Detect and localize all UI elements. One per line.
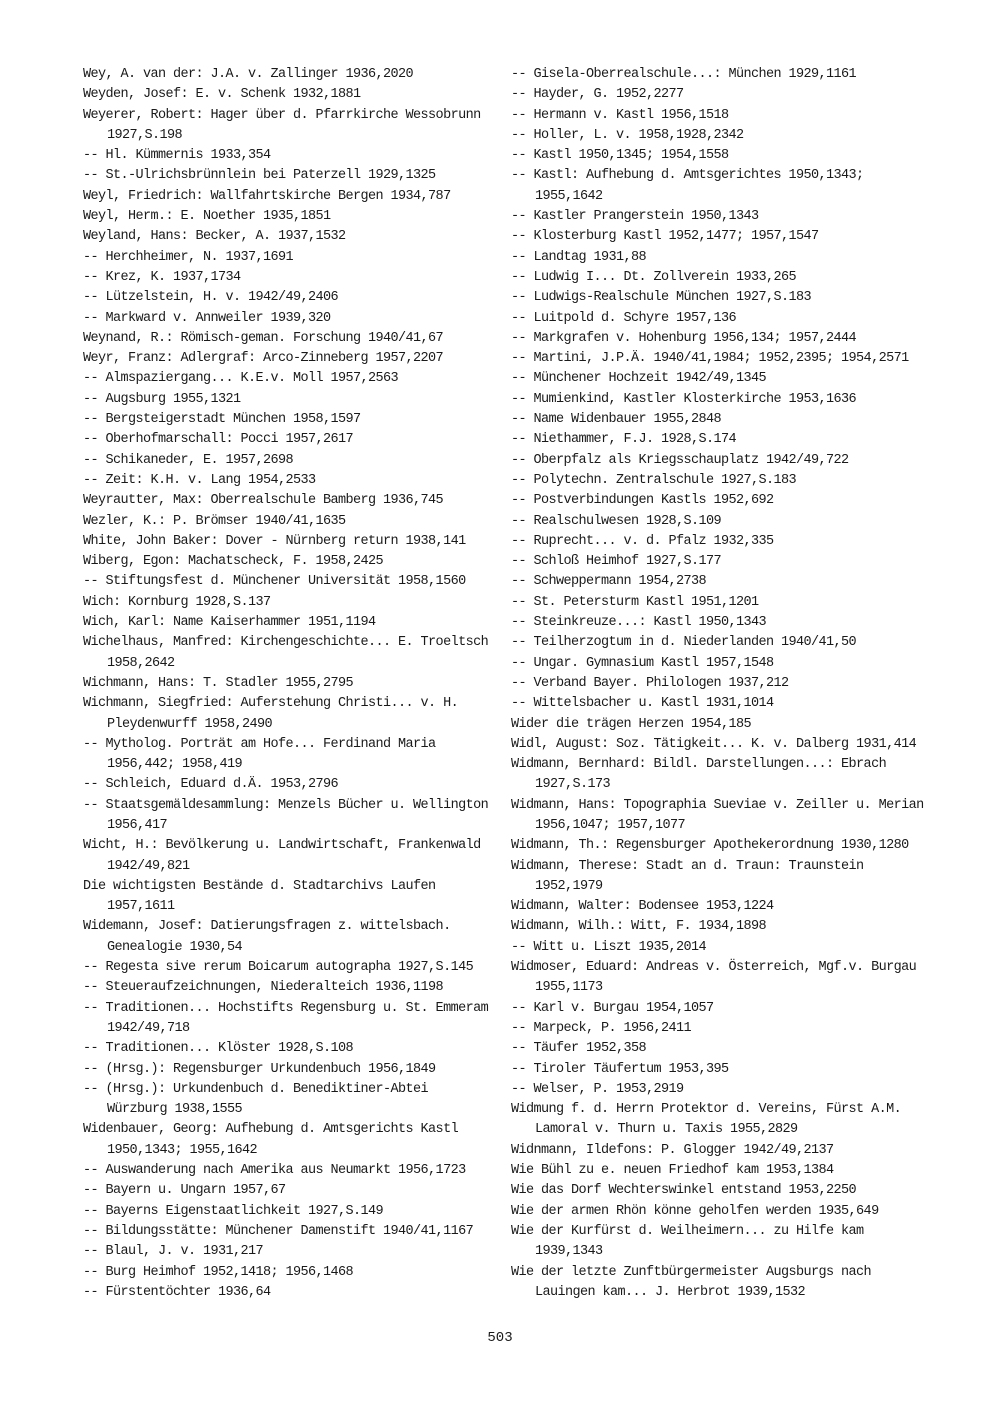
index-entry: -- Augsburg 1955,1321 [83,391,241,407]
index-entry: -- Hl. Kümmernis 1933,354 [83,148,271,164]
index-entry: Wichelhaus, Manfred: Kirchengeschichte... E. Troeltsch 1958,2642 [83,635,496,671]
index-entry: -- Ruprecht... v. d. Pfalz 1932,335 [511,533,774,549]
index-entry: Die wichtigsten Bestände d. Stadtarchivs Laufen 1957,1611 [83,878,444,915]
index-entry: -- Bayerns Eigenstaatlichkeit 1927,S.149 [83,1203,384,1219]
index-entry: Wie der Kurfürst d. Weilheimern... zu Hilfe kam 1939,1343 [511,1223,872,1260]
index-entry: -- Hayder, G. 1952,2277 [511,87,684,103]
index-column-left [83,65,496,1303]
index-entry: -- Oberpfalz als Kriegsschauplatz 1942/49,722 [511,452,849,468]
index-entry: -- Kastl: Aufhebung d. Amtsgerichtes 1950,1343; 1955,1642 [511,168,872,204]
index-entry: Weyl, Friedrich: Wallfahrtskirche Bergen 1934,787 [83,188,451,204]
index-entry: -- Markgrafen v. Hohenburg 1956,134; 1957,2444 [511,330,857,346]
index-entry: Widmann, Therese: Stadt an d. Traun: Traunstein 1952,1979 [511,858,872,894]
index-entry: Widemann, Josef: Datierungsfragen z. wittelsbach. Genealogie 1930,54 [83,919,459,955]
index-entry: Wider die trägen Herzen 1954,185 [511,716,752,732]
index-entry: Widmann, Th.: Regensburger Apothekerordnung 1930,1280 [511,838,909,854]
index-entry: -- Landtag 1931,88 [511,249,647,265]
index-entry: -- Tiroler Täufertum 1953,395 [511,1061,729,1077]
index-entry: Weyr, Franz: Adlergraf: Arco-Zinneberg 1957,2207 [83,351,444,367]
index-entry: -- Ludwigs-Realschule München 1927,S.183 [511,290,812,306]
index-entry: -- Ungar. Gymnasium Kastl 1957,1548 [511,655,774,671]
index-entry: -- St.-Ulrichsbrünnlein bei Paterzell 1929,1325 [83,168,436,184]
index-entry: -- Bergsteigerstadt München 1958,1597 [83,412,361,428]
index-entry: -- Niethammer, F.J. 1928,S.174 [511,432,737,448]
index-entry: -- Luitpold d. Schyre 1957,136 [511,310,737,326]
index-entry: -- Gisela-Oberrealschule...: München 1929,1161 [511,67,857,82]
index-entry: -- Steinkreuze...: Kastl 1950,1343 [511,615,767,631]
index-entry: -- Herchheimer, N. 1937,1691 [83,249,294,265]
index-entry: Weynand, R.: Römisch-geman. Forschung 1940/41,67 [83,330,444,346]
index-entry: -- Täufer 1952,358 [511,1041,647,1057]
index-entry: -- Mumienkind, Kastler Klosterkirche 1953,1636 [511,391,857,407]
index-entry: -- Teilherzogtum in d. Niederlanden 1940/41,50 [511,635,857,651]
index-entry: Widl, August: Soz. Tätigkeit... K. v. Dalberg 1931,414 [511,736,917,752]
index-entry: -- Holler, L. v. 1958,1928,2342 [511,127,744,143]
index-entry: Wie das Dorf Wechterswinkel entstand 1953,2250 [511,1183,857,1199]
index-entry: -- Münchener Hochzeit 1942/49,1345 [511,371,767,387]
index-entry: White, John Baker: Dover - Nürnberg return 1938,141 [83,533,466,549]
index-entry: Weyden, Josef: E. v. Schenk 1932,1881 [83,87,361,103]
index-entry: -- Oberhofmarschall: Pocci 1957,2617 [83,432,354,448]
index-entry: Weyland, Hans: Becker, A. 1937,1532 [83,229,346,245]
index-entry: Weyl, Herm.: E. Noether 1935,1851 [83,209,331,225]
index-entry: -- Kastl 1950,1345; 1954,1558 [511,148,729,164]
index-entry: -- St. Petersturm Kastl 1951,1201 [511,594,759,610]
index-entry: Wey, A. van der: J.A. v. Zallinger 1936,2020 [83,67,414,82]
index-entry: -- Staatsgemäldesammlung: Menzels Bücher u. Wellington 1956,417 [83,797,496,833]
index-entry: -- Marpeck, P. 1956,2411 [511,1020,692,1036]
index-column-right [511,65,931,1303]
index-entry: Widmann, Hans: Topographia Sueviae v. Zeiller u. Merian 1956,1047; 1957,1077 [511,797,932,833]
index-entry: -- Schikaneder, E. 1957,2698 [83,452,294,468]
index-entry: -- Traditionen... Hochstifts Regensburg u. St. Emmeram 1942/49,718 [83,1000,496,1036]
index-entry: -- Zeit: K.H. v. Lang 1954,2533 [83,472,316,488]
index-entry: -- Schleich, Eduard d.Ä. 1953,2796 [83,777,339,793]
index-entry: Wichmann, Siegfried: Auferstehung Christi... v. H. Pleydenwurff 1958,2490 [83,696,466,732]
index-entry: Wichmann, Hans: T. Stadler 1955,2795 [83,675,354,691]
index-entry: Wich, Karl: Name Kaiserhammer 1951,1194 [83,615,376,631]
index-entry: -- Hermann v. Kastl 1956,1518 [511,107,729,123]
index-entry: Wiberg, Egon: Machatscheck, F. 1958,2425 [83,554,384,570]
index-entry: -- Martini, J.P.Ä. 1940/41,1984; 1952,2395; 1954,2571 [511,351,909,367]
index-entry: -- Polytechn. Zentralschule 1927,S.183 [511,472,797,488]
index-entry: Widmoser, Eduard: Andreas v. Österreich, Mgf.v. Burgau 1955,1173 [511,960,924,996]
index-entry: -- Schweppermann 1954,2738 [511,574,707,590]
index-entry: -- Markward v. Annweiler 1939,320 [83,310,331,326]
index-entry: Weyrautter, Max: Oberrealschule Bamberg 1936,745 [83,493,444,509]
index-entry: Wicht, H.: Bevölkerung u. Landwirtschaft, Frankenwald 1942/49,821 [83,838,489,874]
index-entry: Widmann, Bernhard: Bildl. Darstellungen...: Ebrach 1927,S.173 [511,757,894,793]
index-entry: -- Regesta sive rerum Boicarum autographa 1927,S.145 [83,960,474,976]
index-entry: -- Name Widenbauer 1955,2848 [511,412,722,428]
index-entry: -- Mytholog. Porträt am Hofe... Ferdinand Maria 1956,442; 1958,419 [83,736,444,773]
index-entry: -- (Hrsg.): Regensburger Urkundenbuch 1956,1849 [83,1061,436,1077]
index-entry: -- Traditionen... Klöster 1928,S.108 [83,1041,354,1057]
index-entry: -- Ludwig I... Dt. Zollverein 1933,265 [511,269,797,285]
index-entry: -- Realschulwesen 1928,S.109 [511,513,722,529]
index-entry: Weyerer, Robert: Hager über d. Pfarrkirche Wessobrunn 1927,S.198 [83,107,489,143]
index-entry: -- Wittelsbacher u. Kastl 1931,1014 [511,696,774,712]
index-entry: Widmung f. d. Herrn Protektor d. Vereins, Fürst A.M. Lamoral v. Thurn u. Taxis 1955,2829 [511,1102,909,1138]
index-entry: -- Lützelstein, H. v. 1942/49,2406 [83,290,339,306]
index-entry: -- Blaul, J. v. 1931,217 [83,1244,264,1260]
index-entry: -- Auswanderung nach Amerika aus Neumarkt 1956,1723 [83,1163,466,1179]
index-entry: -- Witt u. Liszt 1935,2014 [511,939,707,955]
index-entry: -- Klosterburg Kastl 1952,1477; 1957,1547 [511,229,819,245]
index-entry: Wie der armen Rhön könne geholfen werden 1935,649 [511,1203,879,1219]
page-number: 503 [487,1330,513,1346]
index-entry: Widenbauer, Georg: Aufhebung d. Amtsgerichts Kastl 1950,1343; 1955,1642 [83,1122,466,1158]
index-entry: -- Krez, K. 1937,1734 [83,269,241,285]
index-entry: -- Almspaziergang... K.E.v. Moll 1957,2563 [83,371,399,387]
index-entry: -- Fürstentöchter 1936,64 [83,1284,271,1300]
index-entry: -- Burg Heimhof 1952,1418; 1956,1468 [83,1264,354,1280]
index-entry: -- Verband Bayer. Philologen 1937,212 [511,675,789,691]
index-entry: Widmann, Walter: Bodensee 1953,1224 [511,899,774,915]
index-entry: Wie Bühl zu e. neuen Friedhof kam 1953,1384 [511,1163,834,1179]
index-entry: -- Bildungsstätte: Münchener Damenstift 1940/41,1167 [83,1223,474,1239]
index-entry: -- Stiftungsfest d. Münchener Universität 1958,1560 [83,574,466,590]
index-entry: -- Welser, P. 1953,2919 [511,1081,684,1097]
index-entry: Wich: Kornburg 1928,S.137 [83,594,271,610]
index-entry: -- Schloß Heimhof 1927,S.177 [511,554,722,570]
index-entry: Wezler, K.: P. Brömser 1940/41,1635 [83,513,346,529]
index-entry: -- Postverbindungen Kastls 1952,692 [511,493,774,509]
index-entry: Widnmann, Ildefons: P. Glogger 1942/49,2137 [511,1142,834,1158]
index-entry: -- (Hrsg.): Urkundenbuch d. Benediktiner-Abtei Würzburg 1938,1555 [83,1081,436,1118]
index-entry: -- Bayern u. Ungarn 1957,67 [83,1183,286,1199]
index-entry: -- Steueraufzeichnungen, Niederalteich 1936,1198 [83,980,444,996]
index-entry: Wie der letzte Zunftbürgermeister Augsburgs nach Lauingen kam... J. Herbrot 1939,1532 [511,1264,879,1300]
index-entry: -- Kastler Prangerstein 1950,1343 [511,209,759,225]
index-entry: Widmann, Wilh.: Witt, F. 1934,1898 [511,919,767,935]
index-entry: -- Karl v. Burgau 1954,1057 [511,1000,714,1016]
